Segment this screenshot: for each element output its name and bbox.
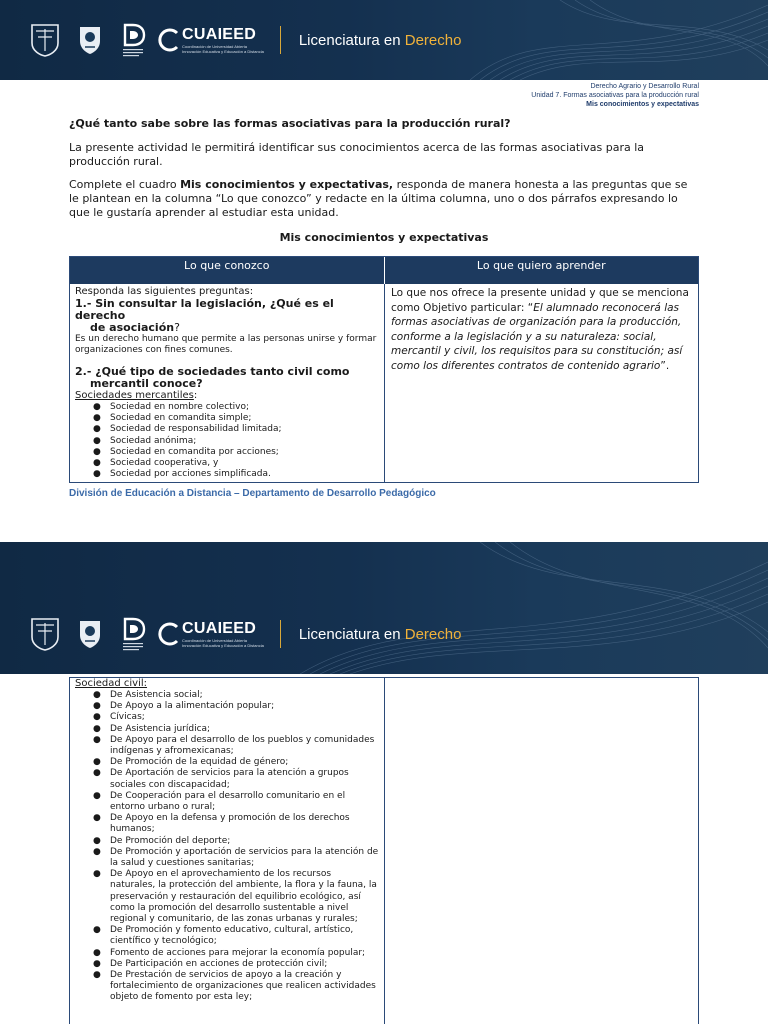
cell-learn-empty [384, 678, 698, 1024]
cuaieed-subtitle-2: Innovación Educativa y Educación a Distancia [182, 49, 264, 54]
expectations-table-continued [69, 677, 699, 1024]
program-accent: Derecho [404, 625, 462, 643]
q1-cont [75, 322, 379, 334]
q2-text: 2.- ¿Qué tipo de sociedades tanto civil como [75, 365, 350, 378]
list-item: ● De Participación en acciones de protección civil; [75, 959, 379, 970]
q1-mark: ? [174, 321, 180, 334]
header-banner-page-2 [0, 542, 768, 674]
cuaieed-wordmark: CUAIEED [182, 620, 257, 637]
civil-label-text: Sociedad civil: [75, 678, 148, 689]
q1-text: 1.- Sin consultar la legislación, ¿Qué es el derecho [75, 297, 334, 322]
table-body-row [70, 284, 698, 482]
question-1 [75, 298, 379, 334]
cell-learn [384, 284, 698, 482]
cuaieed-logo [156, 620, 264, 648]
cuaieed-ring-icon [156, 621, 182, 647]
cuaieed-wordmark: CUAIEED [182, 26, 257, 43]
civil-list [75, 690, 379, 1004]
list-item: ● De Apoyo a la alimentación popular; [75, 701, 379, 712]
table-header-row [70, 257, 698, 284]
p2-pre: Complete el cuadro [69, 178, 181, 191]
list-item: ● Sociedad por acciones simplificada. [75, 469, 379, 480]
subject-name: Derecho Agrario y Desarrollo Rural [590, 83, 699, 90]
unam-seal-icon [30, 23, 60, 57]
list-item: ● Cívicas; [75, 712, 379, 723]
list-item: ● De Aportación de servicios para la atención a grupos sociales con discapacidad; [75, 768, 379, 790]
list-item: ● De Apoyo en el aprovechamiento de los recursos naturales, la protección del ambiente, la flora y la fauna, la preservación y restauración del equilibrio ecológico, así como la promoción del desarrollo sustentable a nivel regional y comunitario, de las zonas urbanas y rurales; [75, 869, 379, 925]
cuaieed-logo [156, 26, 264, 54]
intro-paragraph-1: La presente actividad le permitirá identificar sus conocimientos acerca de las formas asociativas para la producción rural. [69, 141, 645, 168]
header-divider [280, 26, 281, 54]
p2-bold: Mis conocimientos y expectativas, [180, 178, 394, 191]
wave-decoration [0, 542, 768, 674]
list-item: ● Sociedad en comandita simple; [75, 413, 379, 424]
division-logo-icon [120, 616, 146, 652]
list-item: ● Sociedad de responsabilidad limitada; [75, 424, 379, 435]
expectations-table [69, 256, 699, 483]
q2-cont: mercantil conoce? [90, 377, 203, 390]
list-item: ● De Prestación de servicios de apoyo a la creación y fortalecimiento de organizaciones que realicen actividades objeto de fomento por esta ley; [75, 970, 379, 1004]
division-logo-icon [120, 22, 146, 58]
mercantiles-colon: : [193, 390, 198, 401]
answer-1: Es un derecho humano que permite a las personas unirse y formar organizaciones con fines comunes. [75, 334, 377, 355]
list-item: ● Sociedad en nombre colectivo; [75, 402, 379, 413]
list-item: ● De Cooperación para el desarrollo comunitario en el entorno urbano o rural; [75, 791, 379, 813]
list-item: ● De Asistencia jurídica; [75, 724, 379, 735]
program-title [299, 32, 462, 49]
list-item: ● Sociedad en comandita por acciones; [75, 447, 379, 458]
list-item: ● Fomento de acciones para mejorar la economía popular; [75, 948, 379, 959]
cuaieed-subtitle-1: Coordinación de Universidad Abierta [182, 638, 247, 643]
table-title: Mis conocimientos y expectativas [279, 231, 489, 244]
mercantiles-label-text: Sociedades mercantiles [75, 390, 194, 401]
unit-name: Unidad 7. Formas asociativas para la producción rural [531, 92, 699, 99]
list-item: ● De Promoción de la equidad de género; [75, 757, 379, 768]
col-header-learn: Lo que quiero aprender [384, 257, 699, 284]
list-item: ● De Promoción del deporte; [75, 836, 379, 847]
intro-paragraph-2 [69, 178, 699, 220]
shield-logo-icon [78, 24, 102, 56]
learn-post: ”. [660, 359, 670, 372]
learn-objective: El alumnado reconocerá las formas asociativas de organización para la producción, conforme a la legislación y a su naturaleza: social, mercantil y civil, los requisitos para su constitución; así como los diferentes contratos de contenido agrario [391, 301, 683, 372]
list-item: ● Sociedad anónima; [75, 436, 379, 447]
list-item: ● De Asistencia social; [75, 690, 379, 701]
mercantiles-list [75, 402, 379, 480]
cell-known [70, 678, 384, 1024]
mercantiles-label [75, 390, 379, 402]
questions-prompt: Responda las siguientes preguntas: [75, 286, 254, 297]
program-prefix: Licenciatura en [298, 31, 405, 49]
page-footer: División de Educación a Distancia – Departamento de Desarrollo Pedagógico [69, 488, 436, 499]
civil-label [75, 678, 379, 690]
program-title [299, 626, 462, 643]
list-item: ● De Apoyo para el desarrollo de los pueblos y comunidades indígenas y afromexicanas; [75, 735, 379, 757]
question-2 [75, 366, 379, 390]
program-accent: Derecho [404, 31, 462, 49]
program-prefix: Licenciatura en [298, 625, 405, 643]
list-item: ● De Apoyo en la defensa y promoción de los derechos humanos; [75, 813, 379, 835]
unam-seal-icon [30, 617, 60, 651]
cuaieed-subtitle-2: Innovación Educativa y Educación a Distancia [182, 643, 264, 648]
cell-known [70, 284, 384, 482]
p2-post: responda de manera honesta a las preguntas que se le plantean en la columna “Lo que conozco” y redacte en la última columna, uno o dos párrafos expresando lo que le gustaría aprender al estudiar esta unidad. [69, 178, 688, 219]
cuaieed-subtitle-1: Coordinación de Universidad Abierta [182, 44, 247, 49]
learn-pre: Lo que nos ofrece la presente unidad y que se menciona como Objetivo particular: “ [391, 287, 689, 314]
activity-question: ¿Qué tanto sabe sobre las formas asociativas para la producción rural? [69, 117, 511, 130]
running-head [531, 82, 699, 109]
activity-name: Mis conocimientos y expectativas [586, 101, 699, 108]
list-item: ● Sociedad cooperativa, y [75, 458, 379, 469]
header-banner [0, 0, 768, 80]
col-header-known: Lo que conozco [184, 259, 270, 272]
list-item: ● De Promoción y aportación de servicios para la atención de la salud y cuestiones sanitarias; [75, 847, 379, 869]
list-item: ● De Promoción y fomento educativo, cultural, artístico, científico y tecnológico; [75, 925, 379, 947]
q1-term: de asociación [90, 321, 175, 334]
header-divider [280, 620, 281, 648]
shield-logo-icon [78, 618, 102, 650]
cuaieed-ring-icon [156, 27, 182, 53]
learn-text [391, 286, 692, 373]
table-body-row [70, 678, 698, 1024]
